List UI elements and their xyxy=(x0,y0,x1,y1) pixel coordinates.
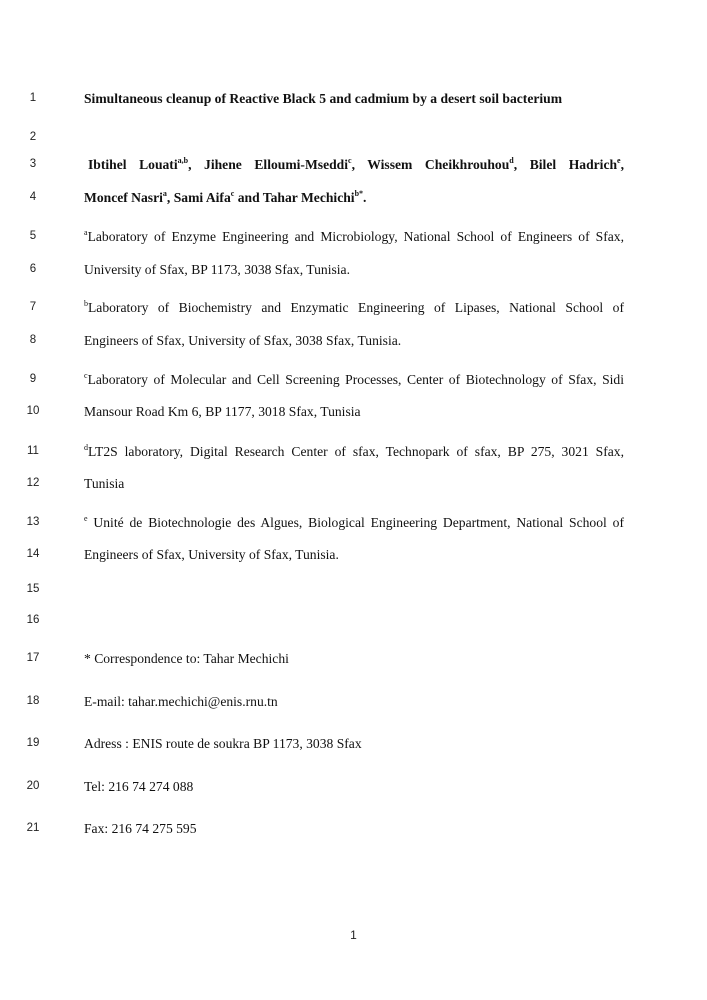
affiliation-e-line-1: $^e$ Unité de Biotechnologie des Algues, Biological Engineering Department, National School of xyxy=(84,514,624,530)
affiliation-d-line-2: Tunisia xyxy=(84,476,125,491)
affiliation-e-line-2: Engineers of Sfax, University of Sfax, Tunisia. xyxy=(84,547,339,562)
line-number: 3 xyxy=(29,158,37,170)
line-number: 17 xyxy=(26,652,40,664)
affiliation-b-line-2: Engineers of Sfax, University of Sfax, 3038 Sfax, Tunisia. xyxy=(84,333,402,348)
affiliation-a-line-2: University of Sfax, BP 1173, 3038 Sfax, Tunisia. xyxy=(84,262,350,277)
correspondence-line: * Correspondence to: Tahar Mechichi xyxy=(84,651,289,666)
author-affil-sup: c xyxy=(230,189,235,198)
line-number: 5 xyxy=(29,230,37,242)
author-name: Wissem Cheikhrouhou xyxy=(367,157,510,172)
author-affil-sup: d xyxy=(509,156,514,165)
line-number: 10 xyxy=(26,405,40,417)
author-name: Moncef Nasri xyxy=(84,190,163,205)
author-name: Bilel Hadrich xyxy=(529,157,618,172)
author-name: Sami Aifa xyxy=(173,190,231,205)
affiliation-sup: b xyxy=(84,299,88,308)
author-affil-sup: e xyxy=(617,156,621,165)
author-name: Jihene Elloumi-Mseddi xyxy=(204,157,349,172)
affiliation-d-line-1: $^d$LT2S laboratory, Digital Research Center of sfax, Technopark of sfax, BP 275, 3021 Sfax, xyxy=(84,443,624,459)
line-number: 2 xyxy=(29,131,37,143)
author-line-2: Moncef Nasri$^a$, Sami Aifa$^c$ and Tahar Mechichi$^{b*}$. xyxy=(84,189,367,205)
affiliation-sup: e xyxy=(84,514,88,523)
author-line-1: Ibtihel Louati$^{a,b}$, Jihene Elloumi-Mseddi$^c$, Wissem Cheikhrouhou$^d$, Bilel Hadrich$^e$, xyxy=(88,156,625,172)
line-number: 14 xyxy=(26,548,40,560)
line-number: 19 xyxy=(26,737,40,749)
affiliation-b-line-1: $^b$Laboratory of Biochemistry and Enzymatic Engineering of Lipases, National School of xyxy=(84,299,624,315)
line-number: 1 xyxy=(29,92,37,104)
author-affil-sup: a xyxy=(162,189,167,198)
affiliation-sup: c xyxy=(84,371,88,380)
affiliation-c-line-1: $^c$Laboratory of Molecular and Cell Screening Processes, Center of Biotechnology of Sfax, Sidi xyxy=(84,371,624,387)
line-number: 15 xyxy=(26,583,40,595)
author-name: Ibtihel Louati xyxy=(88,157,178,172)
line-number: 4 xyxy=(29,191,37,203)
line-number: 9 xyxy=(29,373,37,385)
author-name: Tahar Mechichi xyxy=(262,190,355,205)
tel-line: Tel: 216 74 274 088 xyxy=(84,779,194,794)
author-affil-sup: c xyxy=(348,156,352,165)
line-number: 18 xyxy=(26,695,40,707)
line-number: 11 xyxy=(27,445,39,457)
email-line: E-mail: tahar.mechichi@enis.rnu.tn xyxy=(84,694,278,709)
affiliation-sup: a xyxy=(84,228,88,237)
author-affil-sup: b* xyxy=(354,189,364,198)
line-number: 20 xyxy=(26,780,40,792)
affiliation-sup: d xyxy=(84,443,88,452)
fax-line: Fax: 216 74 275 595 xyxy=(84,821,197,836)
author-affil-sup: a,b xyxy=(177,156,189,165)
line-number: 6 xyxy=(29,263,37,275)
line-number: 8 xyxy=(29,334,37,346)
line-number: 16 xyxy=(26,614,40,626)
line-number: 7 xyxy=(29,301,37,313)
line-number: 21 xyxy=(26,822,40,834)
line-number: 12 xyxy=(26,477,40,489)
paper-title: Simultaneous cleanup of Reactive Black 5 and cadmium by a desert soil bacterium xyxy=(84,91,563,106)
affiliation-c-line-2: Mansour Road Km 6, BP 1177, 3018 Sfax, Tunisia xyxy=(84,404,361,419)
affiliation-a-line-1: $^a$Laboratory of Enzyme Engineering and Microbiology, National School of Engineers of Sfax, xyxy=(84,228,624,244)
address-line: Adress : ENIS route de soukra BP 1173, 3038 Sfax xyxy=(84,736,362,751)
page-number: 1 xyxy=(350,928,357,942)
line-number: 13 xyxy=(26,516,40,528)
